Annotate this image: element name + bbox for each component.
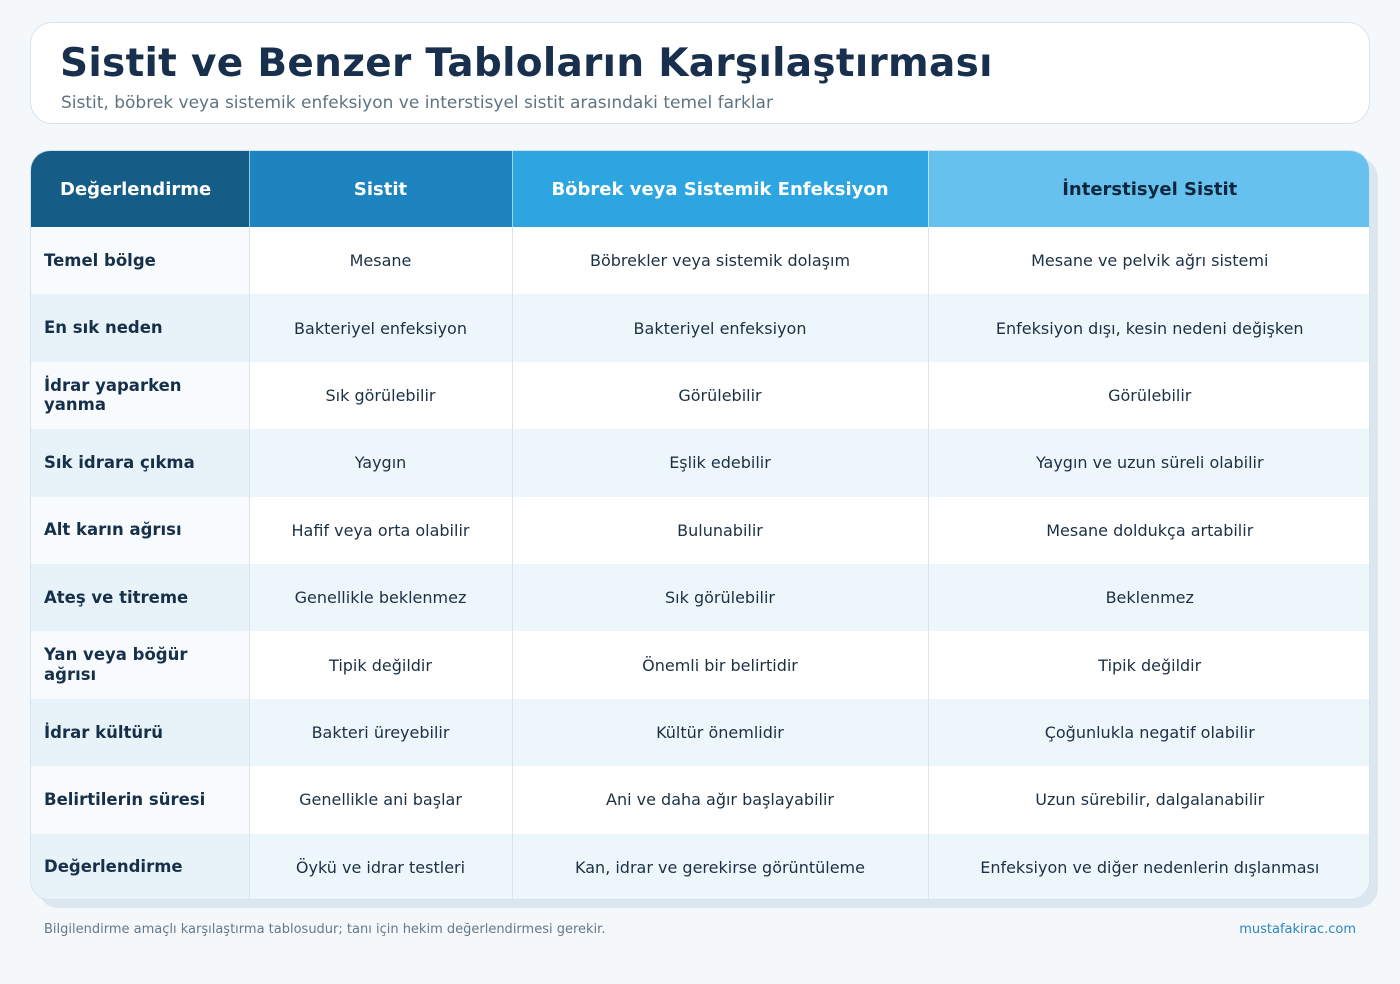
table-row — [31, 362, 1370, 429]
table-cell: Öykü ve idrar testleri — [249, 834, 512, 900]
table-row — [31, 631, 1370, 698]
page-title: Sistit ve Benzer Tabloların Karşılaştırması — [60, 41, 993, 86]
table-cell: Görülebilir — [512, 362, 928, 429]
table-cell: Tipik değildir — [928, 631, 1370, 698]
table-cell: Beklenmez — [928, 564, 1370, 631]
table-cell: Bakteriyel enfeksiyon — [249, 294, 512, 361]
row-label: Temel bölge — [31, 227, 249, 294]
table-cell: Eşlik edebilir — [512, 429, 928, 496]
column-header-sistit: Sistit — [249, 151, 512, 227]
table-row — [31, 497, 1370, 564]
table-cell: Enfeksiyon ve diğer nedenlerin dışlanması — [928, 834, 1370, 900]
table-cell: Bulunabilir — [512, 497, 928, 564]
row-label: İdrar yaparken yanma — [31, 362, 249, 429]
table-cell: Görülebilir — [928, 362, 1370, 429]
column-header-interstisyel-sistit: İnterstisyel Sistit — [928, 151, 1370, 227]
table-cell: Tipik değildir — [249, 631, 512, 698]
table-header-row — [31, 151, 1370, 227]
table-row — [31, 699, 1370, 766]
table-row — [31, 227, 1370, 294]
column-header-bobrek-sistemik-enfeksiyon: Böbrek veya Sistemik Enfeksiyon — [512, 151, 928, 227]
table-cell: Mesane — [249, 227, 512, 294]
row-label: Alt karın ağrısı — [31, 497, 249, 564]
row-label: Değerlendirme — [31, 834, 249, 900]
table-cell: Kültür önemlidir — [512, 699, 928, 766]
table-cell: Yaygın — [249, 429, 512, 496]
table-cell: Genellikle ani başlar — [249, 766, 512, 833]
table-cell: Böbrekler veya sistemik dolaşım — [512, 227, 928, 294]
table-row — [31, 766, 1370, 833]
comparison-table — [31, 151, 1370, 900]
table-cell: Çoğunlukla negatif olabilir — [928, 699, 1370, 766]
table-cell: Sık görülebilir — [512, 564, 928, 631]
table-cell: Önemli bir belirtidir — [512, 631, 928, 698]
table-cell: Hafif veya orta olabilir — [249, 497, 512, 564]
table-row — [31, 834, 1370, 900]
table-cell: Bakteri üreyebilir — [249, 699, 512, 766]
table-cell: Mesane doldukça artabilir — [928, 497, 1370, 564]
table-cell: Genellikle beklenmez — [249, 564, 512, 631]
table-cell: Mesane ve pelvik ağrı sistemi — [928, 227, 1370, 294]
table-cell: Sık görülebilir — [249, 362, 512, 429]
row-label: Ateş ve titreme — [31, 564, 249, 631]
table-row — [31, 429, 1370, 496]
table-cell: Ani ve daha ağır başlayabilir — [512, 766, 928, 833]
comparison-table-card — [30, 150, 1370, 900]
row-label: Belirtilerin süresi — [31, 766, 249, 833]
column-header-degerlendirme: Değerlendirme — [31, 151, 249, 227]
header-card — [30, 22, 1370, 124]
table-cell: Yaygın ve uzun süreli olabilir — [928, 429, 1370, 496]
row-label: En sık neden — [31, 294, 249, 361]
row-label: Yan veya böğür ağrısı — [31, 631, 249, 698]
row-label: Sık idrara çıkma — [31, 429, 249, 496]
table-cell: Kan, idrar ve gerekirse görüntüleme — [512, 834, 928, 900]
page-subtitle: Sistit, böbrek veya sistemik enfeksiyon ve interstisyel sistit arasındaki temel farklar — [61, 93, 773, 113]
table-row — [31, 564, 1370, 631]
table-row — [31, 294, 1370, 361]
footer-disclaimer: Bilgilendirme amaçlı karşılaştırma tablosudur; tanı için hekim değerlendirmesi gerekir. — [44, 922, 606, 937]
table-cell: Bakteriyel enfeksiyon — [512, 294, 928, 361]
footer-site-link[interactable]: mustafakirac.com — [1239, 922, 1356, 937]
table-cell: Uzun sürebilir, dalgalanabilir — [928, 766, 1370, 833]
table-cell: Enfeksiyon dışı, kesin nedeni değişken — [928, 294, 1370, 361]
row-label: İdrar kültürü — [31, 699, 249, 766]
